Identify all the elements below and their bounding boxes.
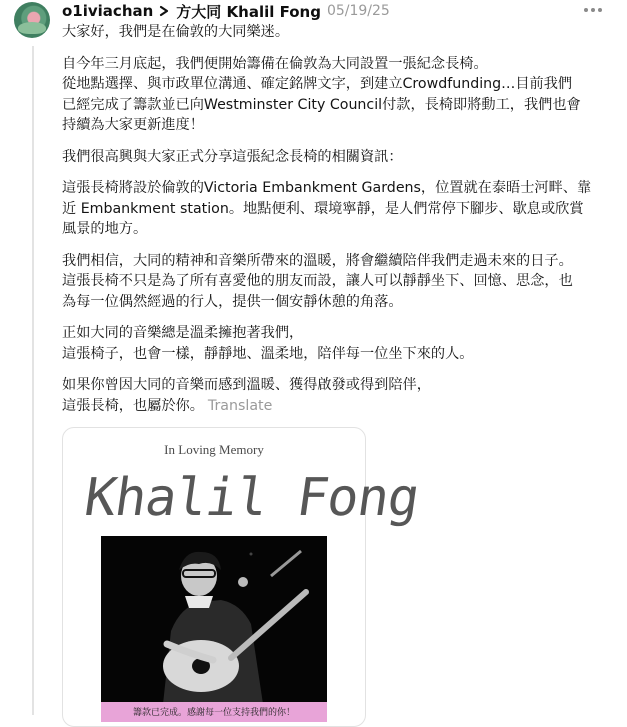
caption-band: 籌款已完成。感謝每一位支持我們的你！: [101, 702, 327, 722]
thread-line: [32, 46, 34, 715]
avatar[interactable]: [14, 2, 50, 38]
post-paragraph: 我們很高興與大家正式分享這張紀念長椅的相關資訊：: [62, 148, 403, 165]
signature-text: Khalil Fong: [80, 468, 423, 528]
more-horizontal-icon[interactable]: [584, 0, 602, 20]
photo: [101, 536, 327, 704]
post-paragraph: 如果你曾因大同的音樂而感到溫暖、獲得啟發或得到陪伴， 這張長椅，也屬於你。 Translate: [62, 377, 431, 414]
post-paragraph: 自今年三月底起，我們便開始籌備在倫敦為大同設置一張紀念長椅。 從地點選擇、與市政單位溝通、確定銘牌文字，到建立Crowdfunding…目前我們 已經完成了籌款並已向Westminster City Council付款，長椅即將動工，我們也會 持續為大家更新進度！: [62, 55, 581, 133]
post-date: 05/19/25: [326, 3, 390, 19]
post-paragraph: 正如大同的音樂總是溫柔擁抱著我們， 這張椅子，也會一樣，靜靜地、溫柔地，陪伴每一位坐下來的人。: [62, 325, 474, 362]
username[interactable]: o1iviachan: [62, 2, 154, 20]
post-paragraph: 大家好，我們是在倫敦的大同樂迷。: [62, 24, 290, 40]
image-card[interactable]: [62, 427, 423, 727]
post-paragraph: 這張長椅將設於倫敦的Victoria Embankment Gardens，位置就在泰晤士河畔、靠 近 Embankment station。地點便利、環境寧靜，是人們常停下腳步、歇息或欣賞 風景的地方。: [62, 180, 592, 237]
reply-arrow-icon: [159, 5, 170, 17]
post-paragraph: 我們相信，大同的精神和音樂所帶來的溫暖，將會繼續陪伴我們走過未來的日子。 這張長椅不只是為了所有喜愛他的朋友而設，讓人可以靜靜坐下、回憶、思念，也 為每一位偶然經過的行人，提供一個安靜休憩的角落。: [62, 252, 573, 310]
memory-heading: In Loving Memory: [164, 442, 264, 457]
post-body: [62, 22, 614, 416]
mention-link[interactable]: 方大同 Khalil Fong: [176, 2, 321, 21]
post-header: [62, 0, 390, 22]
translate-link[interactable]: Translate: [207, 397, 273, 414]
